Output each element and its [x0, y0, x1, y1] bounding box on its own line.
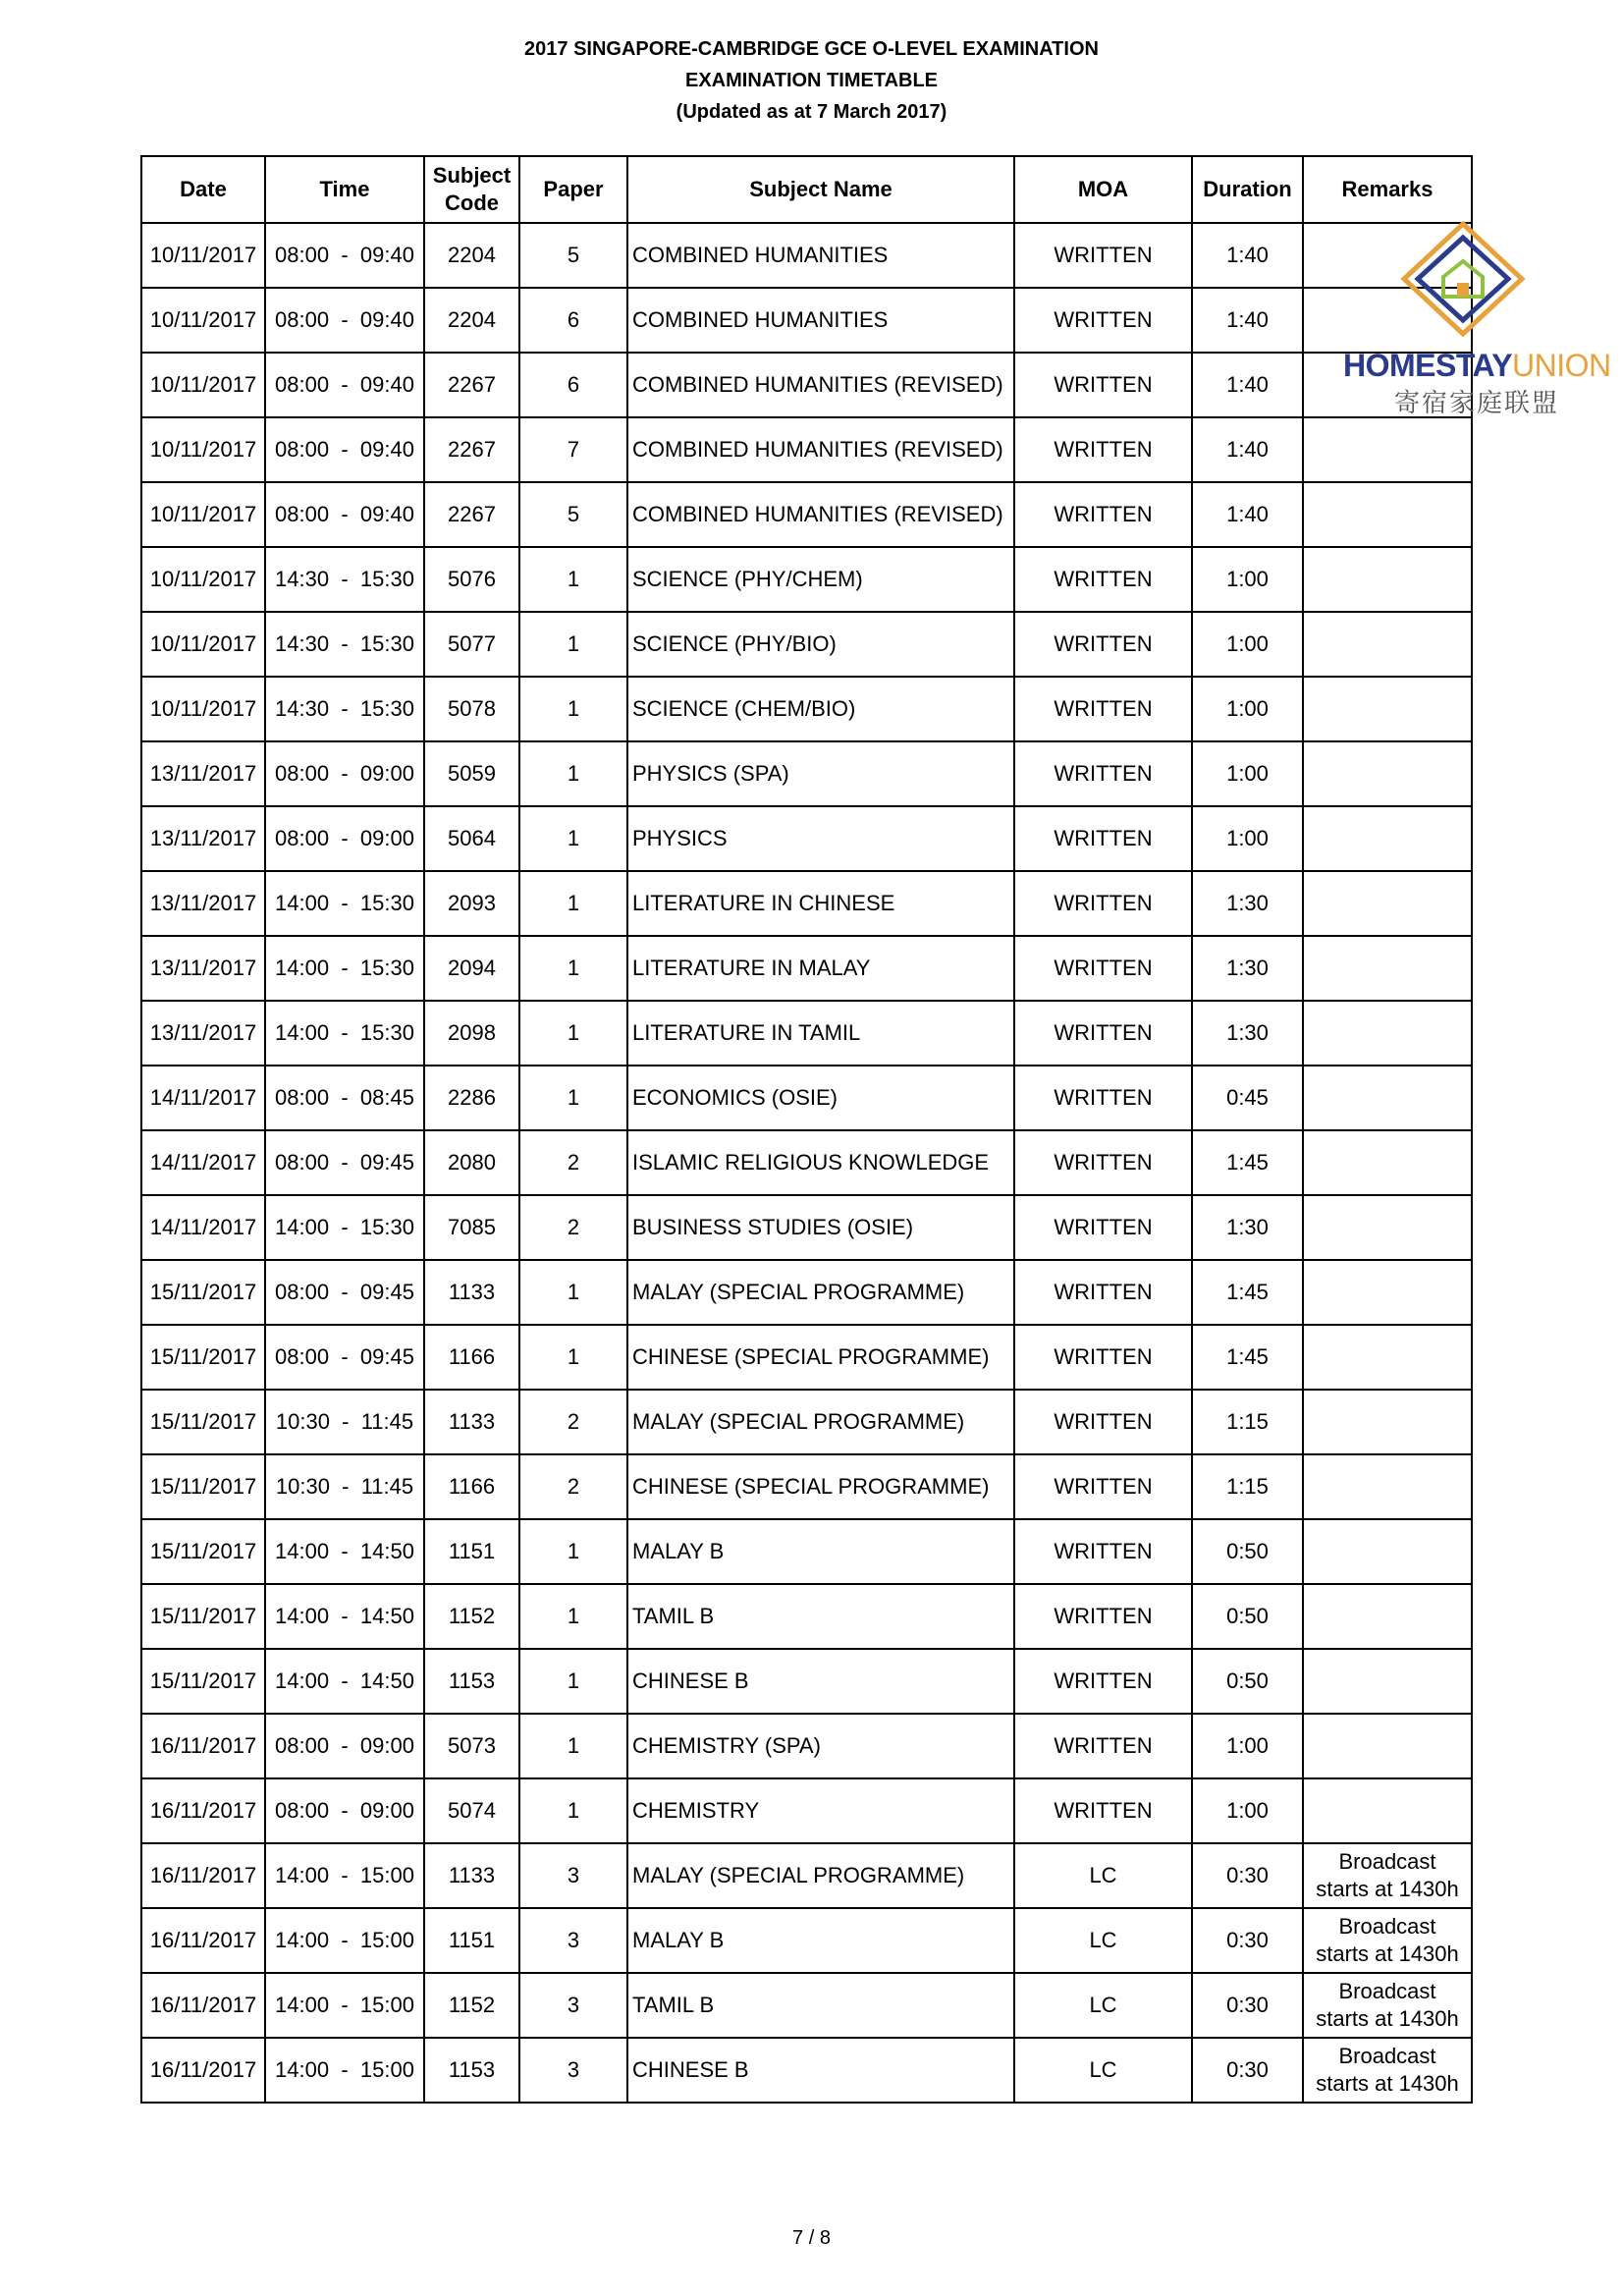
cell-date: 16/11/2017: [141, 1778, 265, 1843]
cell-moa: WRITTEN: [1014, 1649, 1192, 1714]
table-row: [141, 1778, 1472, 1843]
cell-moa: WRITTEN: [1014, 547, 1192, 612]
cell-date: 14/11/2017: [141, 1130, 265, 1195]
cell-duration: 1:40: [1192, 417, 1303, 482]
cell-moa: WRITTEN: [1014, 1066, 1192, 1130]
cell-moa: LC: [1014, 1908, 1192, 1973]
cell-duration: 1:30: [1192, 871, 1303, 936]
cell-date: 15/11/2017: [141, 1454, 265, 1519]
cell-subject-name: SCIENCE (PHY/BIO): [627, 612, 1014, 677]
cell-remarks: Broadcast starts at 1430h: [1303, 1973, 1472, 2038]
cell-subject-code: 2204: [424, 288, 519, 353]
cell-remarks: [1303, 677, 1472, 741]
cell-remarks: [1303, 871, 1472, 936]
table-row: [141, 1908, 1472, 1973]
cell-date: 16/11/2017: [141, 1973, 265, 2038]
cell-subject-name: CHINESE (SPECIAL PROGRAMME): [627, 1325, 1014, 1390]
cell-paper: 5: [519, 482, 627, 547]
cell-time: 14:00 - 14:50: [265, 1649, 424, 1714]
cell-subject-code: 5059: [424, 741, 519, 806]
cell-subject-name: CHEMISTRY: [627, 1778, 1014, 1843]
cell-subject-code: 1153: [424, 2038, 519, 2103]
cell-date: 10/11/2017: [141, 677, 265, 741]
cell-moa: WRITTEN: [1014, 288, 1192, 353]
cell-subject-name: ISLAMIC RELIGIOUS KNOWLEDGE: [627, 1130, 1014, 1195]
cell-subject-code: 2094: [424, 936, 519, 1001]
cell-subject-name: MALAY (SPECIAL PROGRAMME): [627, 1390, 1014, 1454]
cell-subject-name: CHEMISTRY (SPA): [627, 1714, 1014, 1778]
cell-subject-name: COMBINED HUMANITIES: [627, 288, 1014, 353]
cell-remarks: [1303, 482, 1472, 547]
watermark-brand-part1: HOMESTAY: [1343, 348, 1513, 383]
cell-date: 15/11/2017: [141, 1519, 265, 1584]
table-row: [141, 1519, 1472, 1584]
column-header-subject-name: Subject Name: [627, 156, 1014, 223]
cell-subject-code: 2267: [424, 482, 519, 547]
cell-date: 10/11/2017: [141, 612, 265, 677]
cell-date: 15/11/2017: [141, 1649, 265, 1714]
cell-paper: 1: [519, 1325, 627, 1390]
cell-moa: WRITTEN: [1014, 353, 1192, 417]
table-row: [141, 1130, 1472, 1195]
cell-subject-code: 2286: [424, 1066, 519, 1130]
table-row: [141, 1454, 1472, 1519]
cell-subject-code: 1151: [424, 1908, 519, 1973]
table-row: [141, 1195, 1472, 1260]
cell-paper: 1: [519, 936, 627, 1001]
cell-subject-name: PHYSICS (SPA): [627, 741, 1014, 806]
cell-time: 14:00 - 15:00: [265, 1908, 424, 1973]
cell-subject-code: 1133: [424, 1390, 519, 1454]
cell-subject-code: 1166: [424, 1325, 519, 1390]
cell-paper: 2: [519, 1390, 627, 1454]
cell-remarks: Broadcast starts at 1430h: [1303, 2038, 1472, 2103]
cell-date: 15/11/2017: [141, 1260, 265, 1325]
cell-subject-name: MALAY (SPECIAL PROGRAMME): [627, 1843, 1014, 1908]
cell-duration: 1:45: [1192, 1130, 1303, 1195]
cell-paper: 3: [519, 2038, 627, 2103]
cell-subject-code: 5074: [424, 1778, 519, 1843]
cell-duration: 1:30: [1192, 1195, 1303, 1260]
column-header-time: Time: [265, 156, 424, 223]
cell-paper: 2: [519, 1195, 627, 1260]
cell-paper: 1: [519, 1001, 627, 1066]
cell-time: 14:00 - 15:30: [265, 1195, 424, 1260]
cell-duration: 1:30: [1192, 936, 1303, 1001]
cell-paper: 1: [519, 806, 627, 871]
table-row: [141, 482, 1472, 547]
cell-duration: 1:00: [1192, 547, 1303, 612]
cell-time: 10:30 - 11:45: [265, 1390, 424, 1454]
cell-time: 08:00 - 09:45: [265, 1260, 424, 1325]
cell-subject-code: 2267: [424, 353, 519, 417]
cell-remarks: [1303, 1649, 1472, 1714]
table-header-row: [141, 156, 1472, 223]
cell-duration: 1:00: [1192, 1778, 1303, 1843]
cell-subject-code: 1133: [424, 1843, 519, 1908]
cell-duration: 1:00: [1192, 677, 1303, 741]
table-row: [141, 677, 1472, 741]
cell-paper: 1: [519, 1649, 627, 1714]
cell-moa: LC: [1014, 2038, 1192, 2103]
table-row: [141, 871, 1472, 936]
cell-paper: 6: [519, 353, 627, 417]
cell-remarks: [1303, 1714, 1472, 1778]
table-row: [141, 288, 1472, 353]
cell-time: 14:00 - 15:30: [265, 871, 424, 936]
cell-subject-name: MALAY B: [627, 1519, 1014, 1584]
cell-subject-name: PHYSICS: [627, 806, 1014, 871]
cell-date: 16/11/2017: [141, 1714, 265, 1778]
cell-moa: WRITTEN: [1014, 1519, 1192, 1584]
cell-remarks: [1303, 1454, 1472, 1519]
cell-paper: 1: [519, 1519, 627, 1584]
cell-moa: LC: [1014, 1843, 1192, 1908]
cell-remarks: [1303, 547, 1472, 612]
cell-date: 15/11/2017: [141, 1584, 265, 1649]
cell-date: 10/11/2017: [141, 223, 265, 288]
cell-duration: 0:50: [1192, 1649, 1303, 1714]
cell-paper: 5: [519, 223, 627, 288]
cell-subject-name: COMBINED HUMANITIES (REVISED): [627, 417, 1014, 482]
cell-moa: WRITTEN: [1014, 1714, 1192, 1778]
cell-moa: WRITTEN: [1014, 1001, 1192, 1066]
cell-subject-name: CHINESE B: [627, 2038, 1014, 2103]
cell-duration: 0:30: [1192, 1973, 1303, 2038]
cell-duration: 1:40: [1192, 223, 1303, 288]
cell-time: 08:00 - 09:40: [265, 288, 424, 353]
column-header-subject-code: Subject Code: [424, 156, 519, 223]
cell-moa: WRITTEN: [1014, 1778, 1192, 1843]
cell-date: 10/11/2017: [141, 417, 265, 482]
cell-moa: WRITTEN: [1014, 1454, 1192, 1519]
cell-paper: 1: [519, 677, 627, 741]
cell-date: 14/11/2017: [141, 1066, 265, 1130]
cell-duration: 1:30: [1192, 1001, 1303, 1066]
cell-date: 13/11/2017: [141, 871, 265, 936]
cell-moa: WRITTEN: [1014, 806, 1192, 871]
cell-remarks: Broadcast starts at 1430h: [1303, 1908, 1472, 1973]
cell-remarks: [1303, 1130, 1472, 1195]
house-diamond-logo-icon: [1394, 220, 1532, 338]
cell-time: 10:30 - 11:45: [265, 1454, 424, 1519]
watermark-brand-part2: UNION: [1512, 348, 1611, 383]
cell-date: 10/11/2017: [141, 482, 265, 547]
cell-remarks: [1303, 1778, 1472, 1843]
cell-duration: 1:15: [1192, 1390, 1303, 1454]
cell-subject-code: 1152: [424, 1973, 519, 2038]
cell-time: 14:30 - 15:30: [265, 677, 424, 741]
cell-moa: WRITTEN: [1014, 223, 1192, 288]
cell-remarks: Broadcast starts at 1430h: [1303, 1843, 1472, 1908]
cell-time: 14:00 - 15:30: [265, 936, 424, 1001]
cell-paper: 2: [519, 1130, 627, 1195]
cell-duration: 1:15: [1192, 1454, 1303, 1519]
cell-date: 13/11/2017: [141, 741, 265, 806]
cell-time: 14:00 - 14:50: [265, 1584, 424, 1649]
table-row: [141, 1843, 1472, 1908]
cell-duration: 0:30: [1192, 2038, 1303, 2103]
cell-time: 08:00 - 09:00: [265, 1714, 424, 1778]
table-row: [141, 1325, 1472, 1390]
cell-moa: WRITTEN: [1014, 741, 1192, 806]
table-row: [141, 417, 1472, 482]
cell-subject-code: 2080: [424, 1130, 519, 1195]
cell-duration: 1:40: [1192, 482, 1303, 547]
table-row: [141, 1260, 1472, 1325]
table-row: [141, 806, 1472, 871]
cell-duration: 0:45: [1192, 1066, 1303, 1130]
column-header-remarks: Remarks: [1303, 156, 1472, 223]
cell-paper: 3: [519, 1908, 627, 1973]
cell-paper: 1: [519, 1714, 627, 1778]
cell-duration: 1:00: [1192, 612, 1303, 677]
cell-subject-name: CHINESE B: [627, 1649, 1014, 1714]
table-row: [141, 741, 1472, 806]
table-row: [141, 1066, 1472, 1130]
cell-time: 08:00 - 09:40: [265, 482, 424, 547]
cell-time: 08:00 - 09:00: [265, 806, 424, 871]
cell-subject-code: 5078: [424, 677, 519, 741]
cell-paper: 1: [519, 1260, 627, 1325]
table-row: [141, 2038, 1472, 2103]
cell-moa: WRITTEN: [1014, 677, 1192, 741]
cell-moa: WRITTEN: [1014, 1390, 1192, 1454]
cell-remarks: [1303, 417, 1472, 482]
cell-duration: 1:40: [1192, 288, 1303, 353]
cell-paper: 1: [519, 612, 627, 677]
cell-date: 13/11/2017: [141, 1001, 265, 1066]
watermark-logo: [1335, 220, 1623, 416]
cell-time: 08:00 - 08:45: [265, 1066, 424, 1130]
cell-remarks: [1303, 1519, 1472, 1584]
cell-subject-code: 5076: [424, 547, 519, 612]
cell-subject-name: LITERATURE IN TAMIL: [627, 1001, 1014, 1066]
cell-subject-code: 1133: [424, 1260, 519, 1325]
cell-subject-code: 1152: [424, 1584, 519, 1649]
table-body: [141, 223, 1472, 2103]
cell-time: 14:30 - 15:30: [265, 612, 424, 677]
cell-subject-name: TAMIL B: [627, 1973, 1014, 2038]
cell-duration: 1:00: [1192, 806, 1303, 871]
cell-subject-name: ECONOMICS (OSIE): [627, 1066, 1014, 1130]
cell-time: 08:00 - 09:40: [265, 353, 424, 417]
cell-moa: WRITTEN: [1014, 1130, 1192, 1195]
cell-subject-code: 2098: [424, 1001, 519, 1066]
cell-date: 16/11/2017: [141, 1843, 265, 1908]
watermark-chinese: 寄宿家庭联盟: [1394, 388, 1560, 417]
cell-duration: 0:30: [1192, 1843, 1303, 1908]
header-subtitle: EXAMINATION TIMETABLE: [684, 70, 939, 91]
table-row: [141, 1584, 1472, 1649]
table-row: [141, 1001, 1472, 1066]
cell-subject-name: COMBINED HUMANITIES (REVISED): [627, 353, 1014, 417]
table-row: [141, 223, 1472, 288]
table-row: [141, 547, 1472, 612]
cell-time: 14:00 - 15:00: [265, 1973, 424, 2038]
cell-remarks: [1303, 936, 1472, 1001]
cell-paper: 1: [519, 1584, 627, 1649]
cell-subject-name: LITERATURE IN MALAY: [627, 936, 1014, 1001]
cell-moa: WRITTEN: [1014, 1260, 1192, 1325]
cell-moa: WRITTEN: [1014, 936, 1192, 1001]
cell-remarks: [1303, 1390, 1472, 1454]
cell-date: 10/11/2017: [141, 353, 265, 417]
cell-paper: 2: [519, 1454, 627, 1519]
cell-paper: 1: [519, 741, 627, 806]
cell-subject-name: SCIENCE (PHY/CHEM): [627, 547, 1014, 612]
cell-remarks: [1303, 1584, 1472, 1649]
cell-duration: 1:00: [1192, 741, 1303, 806]
cell-time: 08:00 - 09:45: [265, 1325, 424, 1390]
cell-paper: 6: [519, 288, 627, 353]
cell-subject-code: 5073: [424, 1714, 519, 1778]
cell-time: 14:30 - 15:30: [265, 547, 424, 612]
cell-time: 08:00 - 09:45: [265, 1130, 424, 1195]
cell-subject-name: LITERATURE IN CHINESE: [627, 871, 1014, 936]
cell-moa: WRITTEN: [1014, 1584, 1192, 1649]
column-header-paper: Paper: [519, 156, 627, 223]
cell-date: 16/11/2017: [141, 1908, 265, 1973]
cell-duration: 1:40: [1192, 353, 1303, 417]
cell-moa: WRITTEN: [1014, 1325, 1192, 1390]
cell-subject-name: BUSINESS STUDIES (OSIE): [627, 1195, 1014, 1260]
cell-time: 08:00 - 09:00: [265, 1778, 424, 1843]
cell-moa: WRITTEN: [1014, 612, 1192, 677]
cell-subject-code: 1151: [424, 1519, 519, 1584]
cell-date: 16/11/2017: [141, 2038, 265, 2103]
cell-remarks: [1303, 1195, 1472, 1260]
cell-date: 10/11/2017: [141, 547, 265, 612]
cell-subject-name: MALAY (SPECIAL PROGRAMME): [627, 1260, 1014, 1325]
page-number: 7 / 8: [792, 2227, 831, 2249]
cell-duration: 0:30: [1192, 1908, 1303, 1973]
cell-date: 10/11/2017: [141, 288, 265, 353]
column-header-moa: MOA: [1014, 156, 1192, 223]
cell-duration: 0:50: [1192, 1584, 1303, 1649]
cell-remarks: [1303, 1260, 1472, 1325]
cell-remarks: [1303, 612, 1472, 677]
cell-paper: 1: [519, 1778, 627, 1843]
document-header: [0, 33, 1623, 128]
cell-moa: WRITTEN: [1014, 871, 1192, 936]
cell-date: 15/11/2017: [141, 1325, 265, 1390]
cell-moa: LC: [1014, 1973, 1192, 2038]
cell-paper: 3: [519, 1973, 627, 2038]
cell-duration: 1:45: [1192, 1260, 1303, 1325]
cell-remarks: [1303, 1325, 1472, 1390]
cell-subject-code: 2093: [424, 871, 519, 936]
watermark-brand: [1343, 348, 1611, 384]
cell-subject-name: COMBINED HUMANITIES: [627, 223, 1014, 288]
cell-moa: WRITTEN: [1014, 417, 1192, 482]
table-row: [141, 1714, 1472, 1778]
cell-moa: WRITTEN: [1014, 1195, 1192, 1260]
cell-date: 15/11/2017: [141, 1390, 265, 1454]
cell-subject-code: 5077: [424, 612, 519, 677]
cell-paper: 7: [519, 417, 627, 482]
table-row: [141, 936, 1472, 1001]
cell-date: 13/11/2017: [141, 936, 265, 1001]
column-header-date: Date: [141, 156, 265, 223]
table-row: [141, 1649, 1472, 1714]
cell-moa: WRITTEN: [1014, 482, 1192, 547]
cell-subject-name: MALAY B: [627, 1908, 1014, 1973]
cell-remarks: [1303, 1001, 1472, 1066]
cell-time: 14:00 - 15:00: [265, 2038, 424, 2103]
table-row: [141, 1973, 1472, 2038]
cell-time: 08:00 - 09:40: [265, 417, 424, 482]
table-row: [141, 612, 1472, 677]
cell-remarks: [1303, 1066, 1472, 1130]
cell-subject-code: 7085: [424, 1195, 519, 1260]
cell-time: 08:00 - 09:00: [265, 741, 424, 806]
cell-date: 13/11/2017: [141, 806, 265, 871]
cell-duration: 1:00: [1192, 1714, 1303, 1778]
header-title: 2017 SINGAPORE-CAMBRIDGE GCE O-LEVEL EXAMINATION: [524, 38, 1099, 60]
cell-subject-name: TAMIL B: [627, 1584, 1014, 1649]
exam-timetable: [140, 155, 1473, 2104]
cell-time: 14:00 - 14:50: [265, 1519, 424, 1584]
cell-paper: 1: [519, 1066, 627, 1130]
cell-subject-name: CHINESE (SPECIAL PROGRAMME): [627, 1454, 1014, 1519]
table-row: [141, 353, 1472, 417]
cell-subject-code: 2204: [424, 223, 519, 288]
cell-time: 14:00 - 15:00: [265, 1843, 424, 1908]
cell-remarks: [1303, 806, 1472, 871]
cell-subject-code: 2267: [424, 417, 519, 482]
cell-paper: 1: [519, 547, 627, 612]
cell-time: 14:00 - 15:30: [265, 1001, 424, 1066]
table-row: [141, 1390, 1472, 1454]
cell-subject-code: 5064: [424, 806, 519, 871]
cell-paper: 3: [519, 1843, 627, 1908]
cell-subject-code: 1166: [424, 1454, 519, 1519]
header-update-note: (Updated as at 7 March 2017): [676, 101, 947, 123]
cell-date: 14/11/2017: [141, 1195, 265, 1260]
cell-subject-name: COMBINED HUMANITIES (REVISED): [627, 482, 1014, 547]
cell-duration: 1:45: [1192, 1325, 1303, 1390]
cell-subject-code: 1153: [424, 1649, 519, 1714]
cell-duration: 0:50: [1192, 1519, 1303, 1584]
cell-time: 08:00 - 09:40: [265, 223, 424, 288]
cell-paper: 1: [519, 871, 627, 936]
cell-remarks: [1303, 741, 1472, 806]
column-header-duration: Duration: [1192, 156, 1303, 223]
cell-subject-name: SCIENCE (CHEM/BIO): [627, 677, 1014, 741]
